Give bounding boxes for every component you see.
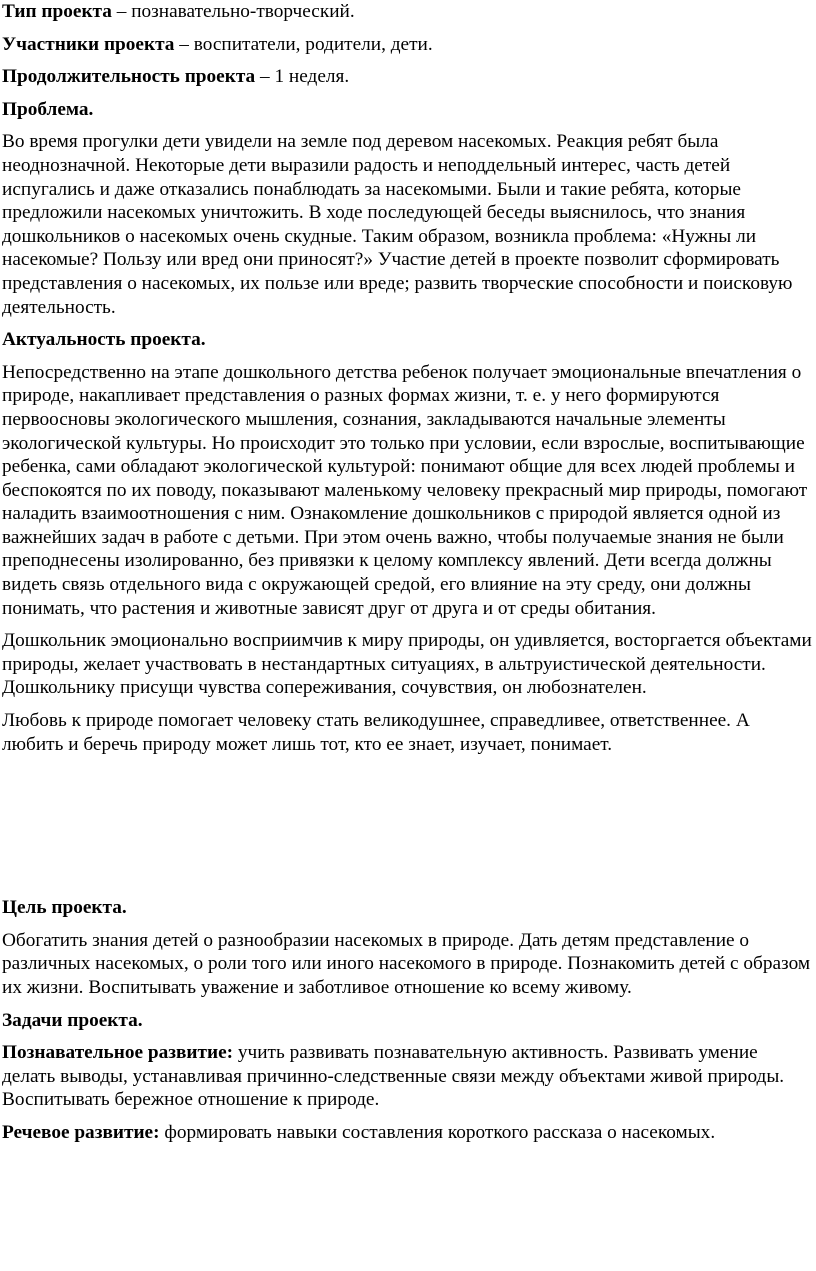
relevance-heading-text: Актуальность проекта. bbox=[2, 329, 206, 351]
project-type bbox=[2, 0, 814, 24]
relevance-heading bbox=[2, 328, 814, 352]
project-duration bbox=[2, 65, 814, 89]
problem-paragraph: Во время прогулки дети увидели на земле под деревом насекомых. Реакция ребят была неоднозначной. Некоторые дети выразили радость и неподдельный интерес, часть детей испугались и даже отказались понаблюдать за насекомыми. Были и такие ребята, которые предложили насекомых уничтожить. В ходе последующей беседы выяснилось, что знания дошкольников о насекомых очень скудные. Таким образом, возникла проблема: «Нужны ли насекомые? Пользу или вред они приносят?» Участие детей в проекте позволит сформировать представления о насекомых, их пользе или вреде; развить творческие способности и поисковую деятельность. bbox=[2, 131, 793, 318]
relevance-paragraph-3: Любовь к природе помогает человеку стать великодушнее, справедливее, ответственнее. А любить и беречь природу может лишь тот, кто ее знает, изучает, понимает. bbox=[2, 710, 750, 755]
project-type-value: – познавательно-творческий. bbox=[111, 1, 355, 22]
goal-heading bbox=[2, 896, 814, 920]
project-duration-label: Продолжительность проекта bbox=[2, 66, 256, 88]
tasks-heading bbox=[2, 1009, 814, 1033]
blank-space bbox=[2, 765, 814, 896]
task-speech bbox=[2, 1121, 814, 1145]
task-cognitive bbox=[2, 1041, 814, 1112]
problem-heading bbox=[2, 98, 814, 122]
goal-paragraph: Обогатить знания детей о разнообразии насекомых в природе. Дать детям представление о различных насекомых, о роли того или иного насекомого в природе. Познакомить детей с образом их жизни. Воспитывать уважение и заботливое отношение ко всему живому. bbox=[2, 929, 811, 998]
problem-heading-text: Проблема. bbox=[2, 98, 94, 120]
project-participants bbox=[2, 33, 814, 57]
task-speech-label: Речевое развитие: bbox=[2, 1121, 160, 1143]
project-participants-label: Участники проекта bbox=[2, 33, 175, 55]
project-participants-value: – воспитатели, родители, дети. bbox=[174, 33, 433, 55]
goal-heading-text: Цель проекта. bbox=[2, 897, 127, 919]
project-type-label: Тип проекта bbox=[2, 1, 112, 22]
tasks-heading-text: Задачи проекта. bbox=[2, 1009, 143, 1031]
task-speech-text: формировать навыки составления короткого рассказа о насекомых. bbox=[159, 1121, 716, 1143]
project-duration-value: – 1 неделя. bbox=[255, 66, 350, 88]
relevance-paragraph-1: Непосредственно на этапе дошкольного детства ребенок получает эмоциональные впечатления о природе, накапливает представления о разных формах жизни, т. е. у него формируются первоосновы экологического мышления, сознания, закладываются начальные элементы экологической культуры. Но происходит это только при условии, если взрослые, воспитывающие ребенка, сами обладают экологической культурой: понимают общие для всех людей проблемы и беспокоятся по их поводу, показывают маленькому человеку прекрасный мир природы, помогают наладить взаимоотношения с ним. Ознакомление дошкольников с природой является одной из важнейших задач в работе с детьми. При этом очень важно, чтобы получаемые знания не были преподнесены изолированно, без привязки к целому комплексу явлений. Дети всегда должны видеть связь отдельного вида с окружающей средой, его влияние на эту среду, они должны понимать, что растения и животные зависят друг от друга и от среды обитания. bbox=[2, 361, 808, 619]
task-cognitive-label: Познавательное развитие: bbox=[2, 1042, 234, 1064]
task-cognitive-text: учить развивать познавательную активность. Развивать умение делать выводы, устанавливая причинно-следственные связи между объектами живой природы. Воспитывать бережное отношение к природе. bbox=[2, 1042, 785, 1111]
relevance-paragraph-2: Дошкольник эмоционально восприимчив к миру природы, он удивляется, восторгается объектами природы, желает участвовать в нестандартных ситуациях, в альтруистической деятельности. Дошкольнику присущи чувства сопереживания, сочувствия, он любознателен. bbox=[2, 630, 812, 699]
